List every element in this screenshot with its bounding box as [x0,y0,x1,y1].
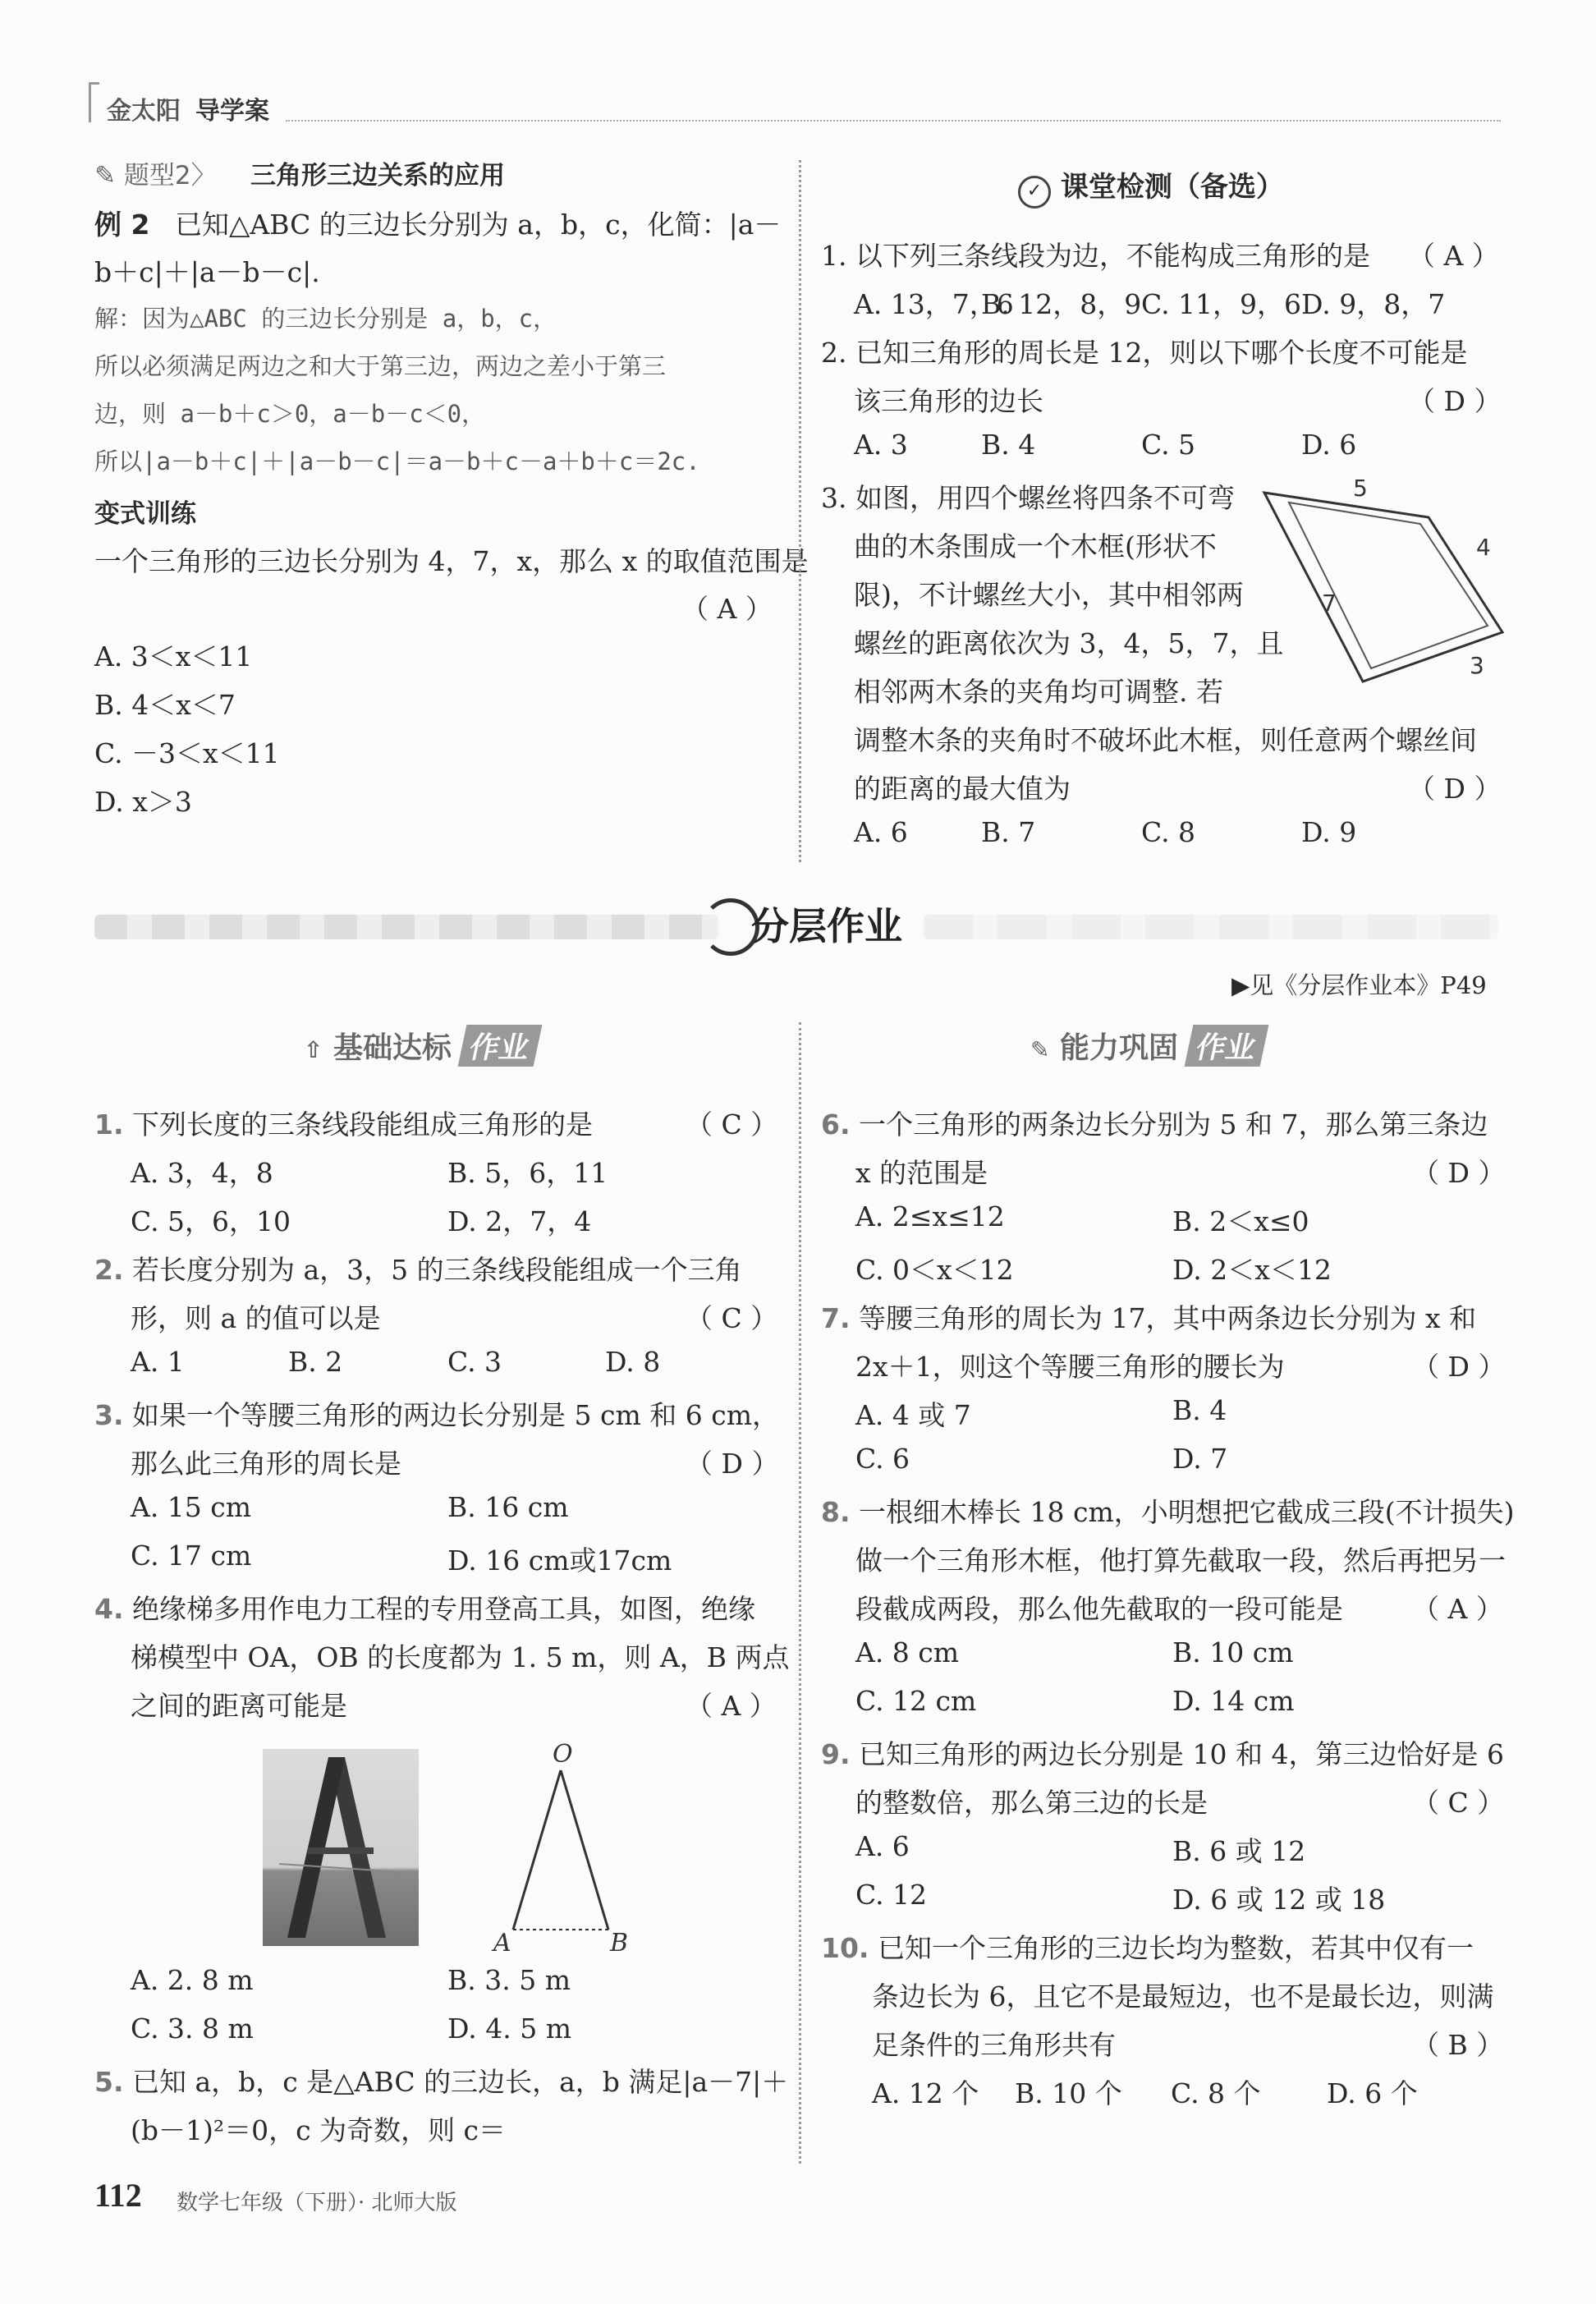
banner-stripe-right [924,915,1498,939]
aq10-option-d: D. 6 个 [1327,2077,1418,2109]
left-top-section [94,154,809,844]
aq10-option-a: A. 12 个 [872,2077,979,2109]
aq8-option-a: A. 8 cm [855,1636,960,1668]
rq1-option-d: D. 9，8，7 [1301,288,1446,320]
variant-option-d: D. x＞3 [94,786,192,818]
aq7-option-a: A. 4 或 7 [855,1399,971,1431]
rq3-answer: （ D ） [1408,773,1502,805]
bq4-line-3: 之间的距离可能是 [131,1690,347,1722]
bottom-column-divider [799,1022,801,2164]
variant-answer: （ A ） [681,593,773,625]
basic-tag: 作业 [457,1025,542,1067]
bq2-option-c: C. 3 [447,1346,502,1378]
advanced-section [821,1025,1515,2166]
frame-outer [1264,493,1502,682]
banner-title: 分层作业 [751,904,902,948]
aq10-option-b: B. 10 个 [1015,2077,1122,2109]
rq3-option-c: C. 8 [1141,816,1196,848]
class-check-title-text: 课堂检测（备选） [1060,171,1284,204]
rq2-option-a: A. 3 [854,429,908,461]
bq1-option-d: D. 2，7，4 [447,1205,592,1237]
aq6-line-1 [821,1104,1488,1142]
rq3-line-1: 3. 如图，用四个螺丝将四条不可弯 [821,482,1235,514]
bq3-line-1 [94,1394,779,1433]
bq3-option-c: C. 17 cm [131,1540,252,1572]
frame-label-7: 7 [1322,590,1337,617]
label-b: B [610,1929,628,1957]
page-number: 112 [94,2177,142,2214]
aq9-option-c: C. 12 [855,1879,928,1911]
advanced-tag: 作业 [1184,1025,1268,1067]
rq3-line-5: 相邻两木条的夹角均可调整. 若 [854,676,1223,708]
solution-line-2: 所以必须满足两边之和大于第三边，两边之差小于第三 [94,352,667,380]
aq7-stem-1: 等腰三角形的周长为 17，其中两条边长分别为 x 和 [859,1302,1477,1334]
bq2-num: 2. [94,1254,124,1286]
topic-title: 三角形三边关系的应用 [250,161,505,190]
advanced-title-text: 能力巩固 [1060,1031,1179,1065]
bq3-answer: （ D ） [686,1448,779,1480]
header-brand: 金太阳 [107,97,181,126]
aq8-option-b: B. 10 cm [1172,1636,1294,1668]
header-bracket [89,82,99,122]
bq2-line-1 [94,1249,742,1287]
aq6-option-b: B. 2＜x≤0 [1172,1205,1309,1237]
aq8-line-2: 做一个三角形木框，他打算先截取一段，然后再把另一 [855,1544,1506,1577]
aq10-answer: （ B ） [1412,2029,1504,2061]
rq3-line-2: 曲的木条围成一个木框(形状不 [854,530,1217,562]
bq2-line-2: 形，则 a 的值可以是 [131,1302,381,1334]
bq2-stem-1: 若长度分别为 a，3，5 的三条线段能组成一个三角 [132,1254,742,1286]
aq10-line-3: 足条件的三角形共有 [872,2029,1116,2061]
rq1-option-c: C. 11，9，6 [1141,288,1302,320]
chevron-right-icon: 〉 [190,161,217,190]
aq6-option-c: C. 0＜x＜12 [855,1254,1014,1286]
ladder-triangle-figure [488,1739,628,1957]
header-subtitle: 导学案 [195,97,269,126]
bq3-option-d: D. 16 cm或17cm [447,1544,672,1577]
bq4-line-1 [94,1588,755,1627]
bq2-answer: （ C ） [686,1302,778,1334]
rq3-line-4: 螺丝的距离依次为 3，4，5，7，且 [854,627,1284,659]
rq1-answer: （ A ） [1408,240,1499,272]
footer [94,2176,833,2225]
aq9-answer: （ C ） [1412,1787,1505,1819]
solution-line-3: 边，则 a－b＋c＞0，a－b－c＜0， [94,400,486,428]
rq3-option-d: D. 9 [1301,816,1357,848]
basic-title [304,1025,538,1067]
top-column-divider [799,160,801,862]
aq9-num: 9. [821,1738,851,1770]
rq3-option-b: B. 7 [981,816,1036,848]
bq5-line-2: (b－1)²＝0，c 为奇数，则 c＝ [131,2114,507,2146]
bq5-num: 5. [94,2066,124,2098]
header [89,82,1501,128]
rq2-line-1: 2. 已知三角形的周长是 12，则以下哪个长度不可能是 [821,337,1468,369]
bq3-option-a: A. 15 cm [131,1491,252,1523]
up-arrow-icon: ⇧ [304,1036,323,1063]
aq7-option-d: D. 7 [1172,1443,1228,1475]
example-line-2: b＋c|＋|a－b－c|. [94,256,320,288]
aq7-answer: （ D ） [1412,1351,1506,1383]
aq8-line-1 [821,1491,1515,1530]
wood-frame-figure [1256,476,1519,690]
variant-title: 变式训练 [94,499,196,529]
basic-title-text: 基础达标 [333,1031,452,1065]
example-label: 例 2 [94,209,150,241]
aq7-line-2: 2x＋1，则这个等腰三角形的腰长为 [855,1351,1285,1383]
rq2-line-2: 该三角形的边长 [854,385,1043,417]
banner-stripe-left [94,915,718,939]
solution-line-1: 解：因为△ABC 的三边长分别是 a，b，c， [94,305,557,333]
pencil-icon: ✎ [94,161,116,190]
banner-ref: ▶见《分层作业本》P49 [1231,971,1487,999]
bq1-option-c: C. 5，6，10 [131,1205,291,1237]
class-check-title [1018,164,1284,209]
rq2-option-b: B. 4 [981,429,1036,461]
bq3-option-b: B. 16 cm [447,1491,569,1523]
aq8-option-c: C. 12 cm [855,1685,977,1717]
bq1-option-a: A. 3，4，8 [131,1157,273,1189]
aq8-num: 8. [821,1496,851,1528]
bq1-stem: 下列长度的三条线段能组成三角形的是 [132,1108,593,1141]
frame-label-3: 3 [1470,652,1484,679]
rq3-line-6: 调整木条的夹角时不破坏此木框，则任意两个螺丝间 [854,724,1477,756]
bq4-option-d: D. 4. 5 m [447,2013,572,2045]
bq2-option-a: A. 1 [131,1346,185,1378]
aq8-stem-1: 一根细木棒长 18 cm，小明想把它截成三段(不计损失) [859,1496,1515,1528]
rq1-text: 1. 以下列三条线段为边，不能构成三角形的是 [821,240,1370,272]
bq4-option-a: A. 2. 8 m [131,1964,254,1996]
aq10-stem-1: 已知一个三角形的三边长均为整数，若其中仅有一 [877,1932,1474,1964]
bq2-option-b: B. 2 [288,1346,343,1378]
aq8-answer: （ A ） [1412,1593,1503,1625]
bq4-num: 4. [94,1593,124,1625]
rq3-line-3: 限)，不计螺丝大小，其中相邻两 [854,579,1244,611]
aq9-option-d: D. 6 或 12 或 18 [1172,1884,1386,1916]
bq4-line-2: 梯模型中 OA，OB 的长度都为 1. 5 m，则 A，B 两点 [131,1641,790,1673]
topic-tag [94,154,217,191]
rq2-option-d: D. 6 [1301,429,1357,461]
aq8-option-d: D. 14 cm [1172,1685,1295,1717]
bq5-line-1 [94,2061,788,2100]
rq3-option-a: A. 6 [854,816,908,848]
ladder-photo-drawing [263,1749,419,1946]
aq10-line-1 [821,1927,1474,1966]
aq10-line-2: 条边长为 6，且它不是最短边，也不是最长边，则满 [872,1980,1494,2013]
rq2-answer: （ D ） [1408,385,1502,417]
bq1-option-b: B. 5，6，11 [447,1157,608,1189]
bq3-num: 3. [94,1399,124,1431]
pencil-icon: ✎ [1030,1036,1050,1063]
aq6-option-a: A. 2≤x≤12 [855,1200,1005,1232]
aq10-option-c: C. 8 个 [1171,2077,1261,2109]
label-o: O [553,1740,573,1769]
header-rule [286,120,1501,122]
aq9-option-b: B. 6 或 12 [1172,1835,1306,1867]
advanced-title [1030,1025,1264,1067]
bq1-num: 1. [94,1108,124,1141]
bq1-text [94,1104,593,1142]
aq9-line-1 [821,1733,1504,1772]
bq4-option-c: C. 3. 8 m [131,2013,254,2045]
aq8-line-3: 段截成两段，那么他先截取的一段可能是 [855,1593,1343,1625]
aq10-num: 10. [821,1932,869,1964]
rq1-option-a: A. 13，7，6 [854,288,1014,320]
ladder-photo [263,1749,419,1946]
aq9-option-a: A. 6 [855,1830,910,1862]
rq1-option-b: B. 12，8，9 [981,288,1142,320]
variant-option-b: B. 4＜x＜7 [94,689,236,721]
aq6-line-2: x 的范围是 [855,1157,988,1189]
solution-line-4: 所以|a－b＋c|＋|a－b－c|＝a－b＋c－a＋b＋c＝2c. [94,447,700,475]
bq1-answer: （ C ） [686,1108,778,1141]
aq7-option-b: B. 4 [1172,1394,1227,1426]
aq6-stem-1: 一个三角形的两条边长分别为 5 和 7，那么第三条边 [859,1108,1488,1141]
aq6-option-d: D. 2＜x＜12 [1172,1254,1332,1286]
aq9-line-2: 的整数倍，那么第三边的长是 [855,1787,1208,1819]
bq3-line-2: 那么此三角形的周长是 [131,1448,401,1480]
variant-question: 一个三角形的三边长分别为 4，7，x，那么 x 的取值范围是 [94,545,809,577]
aq6-num: 6. [821,1108,851,1141]
bq2-option-d: D. 8 [605,1346,661,1378]
frame-label-5: 5 [1353,476,1368,502]
bq5-stem-1: 已知 a，b，c 是△ABC 的三边长，a，b 满足|a－7|＋ [132,2066,789,2098]
aq7-line-1 [821,1297,1476,1336]
rq3-line-7: 的距离的最大值为 [854,773,1071,805]
variant-option-a: A. 3＜x＜11 [94,640,253,672]
right-top-section [821,164,1511,862]
example-line-1: 已知△ABC 的三边长分别为 a，b，c，化简：|a－ [175,209,782,241]
topic-tag-label: 题型2 [123,161,191,190]
label-a: A [493,1929,511,1957]
frame-label-4: 4 [1476,534,1491,561]
rq2-option-c: C. 5 [1141,429,1196,461]
frame-inner [1289,503,1488,668]
aq9-stem-1: 已知三角形的两边长分别是 10 和 4，第三边恰好是 6 [859,1738,1504,1770]
bq3-stem-1: 如果一个等腰三角形的两边长分别是 5 cm 和 6 cm， [132,1399,779,1431]
bq4-stem-1: 绝缘梯多用作电力工程的专用登高工具，如图，绝缘 [132,1593,755,1625]
bq4-answer: （ A ） [686,1690,777,1722]
check-icon: ✓ [1018,176,1051,209]
aq6-answer: （ D ） [1412,1157,1506,1189]
banner [94,893,1502,964]
aq7-option-c: C. 6 [855,1443,910,1475]
book-title: 数学七年级（下册）· 北师大版 [177,2191,457,2215]
basic-section [94,1025,790,2166]
variant-option-c: C. －3＜x＜11 [94,737,280,769]
aq7-num: 7. [821,1302,851,1334]
bq4-option-b: B. 3. 5 m [447,1964,571,1996]
